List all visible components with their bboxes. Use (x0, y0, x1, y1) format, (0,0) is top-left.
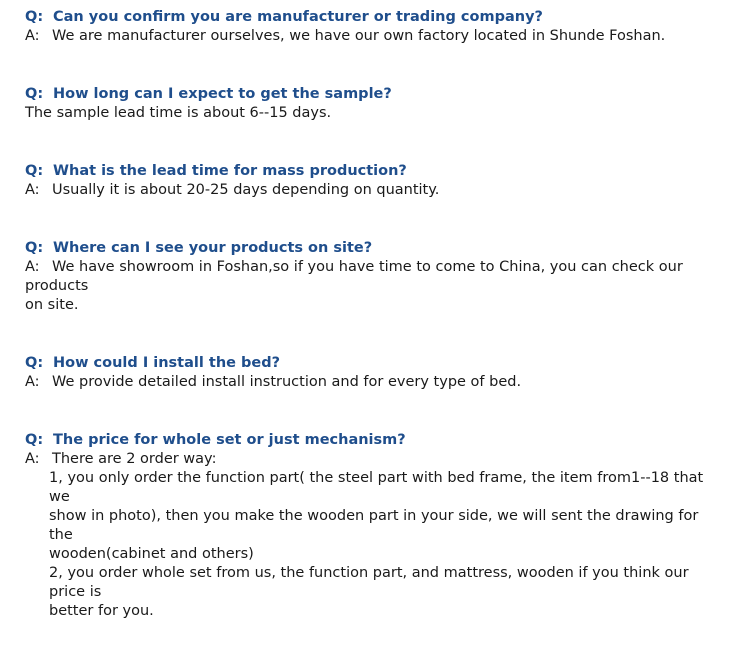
faq-item-price (25, 431, 725, 621)
question-text: The price for whole set or just mechanism? (53, 432, 406, 448)
faq-answer (25, 450, 725, 469)
faq-item-manufacturer (25, 8, 725, 46)
question-text: How could I install the bed? (53, 355, 281, 371)
spacer (25, 200, 725, 239)
question-text: Can you confirm you are manufacturer or trading company? (53, 9, 543, 25)
faq-question (25, 239, 725, 258)
faq-question (25, 85, 725, 104)
answer-text: We have showroom in Foshan,so if you have time to come to China, you can check our products (25, 259, 683, 294)
answer-prefix: A: (25, 182, 40, 198)
question-prefix: Q: (25, 9, 44, 25)
answer-prefix: A: (25, 259, 40, 275)
answer-sub-line: better for you. (49, 603, 154, 619)
faq-item-install (25, 354, 725, 392)
faq-question (25, 431, 725, 450)
question-prefix: Q: (25, 163, 44, 179)
faq-answer (25, 27, 725, 46)
spacer (25, 315, 725, 354)
faq-question (25, 354, 725, 373)
question-prefix: Q: (25, 86, 44, 102)
faq-answer (25, 258, 725, 296)
question-text: What is the lead time for mass production? (53, 163, 407, 179)
question-prefix: Q: (25, 240, 44, 256)
faq-answer (25, 181, 725, 200)
question-text: Where can I see your products on site? (53, 240, 373, 256)
faq-item-sample (25, 85, 725, 123)
faq-answer (25, 373, 725, 392)
answer-sub-line: 2, you order whole set from us, the function part, and mattress, wooden if you think our price is (49, 565, 689, 600)
answer-text: Usually it is about 20-25 days depending on quantity. (52, 182, 440, 198)
faq-question (25, 162, 725, 181)
faq-item-lead-time (25, 162, 725, 200)
answer-sub-line: show in photo), then you make the wooden part in your side, we will sent the drawing for the (49, 508, 699, 543)
faq-item-showroom (25, 239, 725, 315)
question-text: How long can I expect to get the sample? (53, 86, 392, 102)
question-prefix: Q: (25, 355, 44, 371)
faq-question (25, 8, 725, 27)
question-prefix: Q: (25, 432, 44, 448)
answer-sub-line: wooden(cabinet and others) (49, 546, 254, 562)
faq-list (25, 8, 725, 621)
answer-prefix: A: (25, 451, 40, 467)
answer-text: There are 2 order way: (52, 451, 217, 467)
answer-prefix: A: (25, 374, 40, 390)
spacer (25, 392, 725, 431)
spacer (25, 123, 725, 162)
answer-sub-line: 1, you only order the function part( the steel part with bed frame, the item from1--18 that we (49, 470, 704, 505)
answer-prefix: A: (25, 28, 40, 44)
spacer (25, 46, 725, 85)
answer-text: The sample lead time is about 6--15 days. (25, 105, 332, 121)
faq-answer (25, 104, 725, 123)
faq-answer-continued: on site. (25, 297, 79, 313)
answer-text: We are manufacturer ourselves, we have our own factory located in Shunde Foshan. (52, 28, 666, 44)
answer-text: We provide detailed install instruction and for every type of bed. (52, 374, 522, 390)
